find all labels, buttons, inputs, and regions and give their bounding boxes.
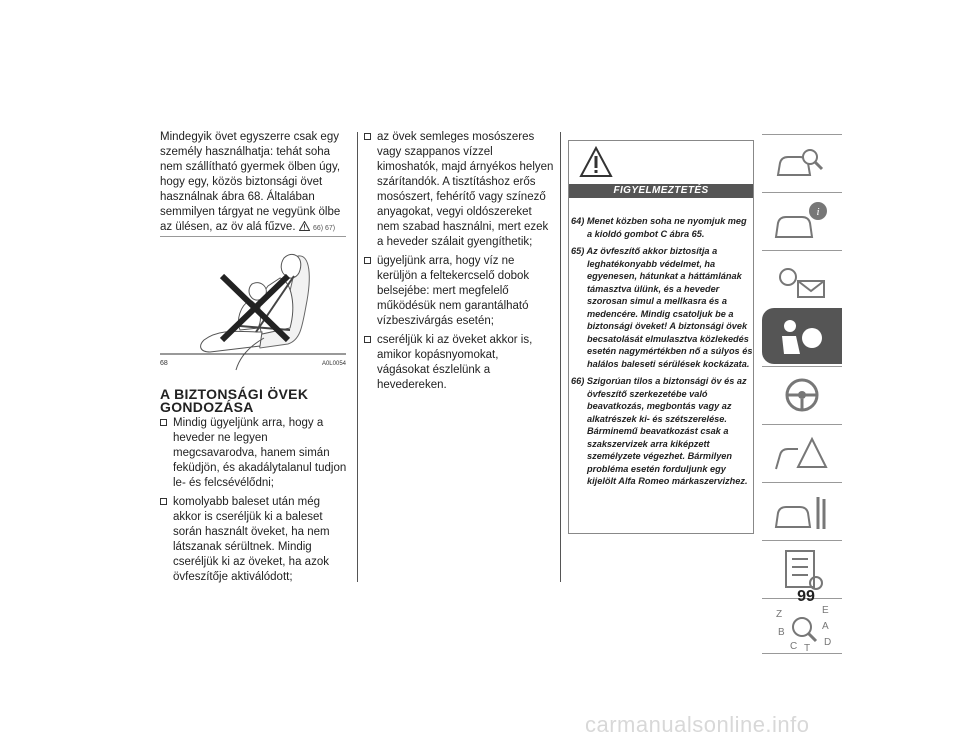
steering-wheel-icon (762, 367, 842, 423)
care-list-col2 (364, 130, 554, 397)
checkbox-bullet-icon (364, 133, 371, 140)
intro-paragraph: Mindegyik övet egyszerre csak egy személy használhatja: tehát soha nem szállítható gyermek ölben úgy, hogy egy, közös biztonsági övet használnak ábra 68. Általában semmilyen tárgyat ne vegyünk ölbe az ülésen, az öv alá fűzve. (160, 131, 341, 233)
list-item: komolyabb baleset után még akkor is cseréljük ki a baleset során használt öveket, ha nem látszanak sérültnek. Mindig cseréljük ki az öveket, ha azok övfeszítője aktiválódott; (160, 495, 350, 585)
seatbelt-illustration (160, 236, 346, 374)
column-divider (357, 132, 358, 582)
section-title: A BIZTONSÁGI ÖVEK GONDOZÁSA (160, 386, 309, 415)
warning-item: 66) Szigorúan tilos a biztonsági öv és az övfeszítő szerkezetébe való beavatkozás, megbontás vagy az alkatrészek ki- és szétszerelése. Bárminemű beavatkozást csak a szakszervizek arra kiképzett személyzete végezhet. Bármilyen probléma esetén forduljunk egy kijelölt Alfa Romeo márkaszervizhez. (571, 376, 748, 486)
warning-box (568, 140, 754, 534)
warning-title: FIGYELMEZTETÉS (569, 184, 753, 198)
svg-text:A: A (822, 621, 829, 632)
tab-maintenance[interactable] (762, 482, 842, 538)
car-tools-icon (762, 483, 842, 539)
list-item: ügyeljünk arra, hogy víz ne kerüljön a feltekercselő dobok belsejébe: mert megfelelő működésük nem garantálható vízbeszivárgás esetén; (364, 254, 554, 329)
tab-car-info[interactable] (762, 192, 842, 248)
tab-driving[interactable] (762, 366, 842, 422)
svg-text:C: C (790, 641, 798, 652)
warning-refs: 66) 67) (312, 225, 336, 232)
list-item: cseréljük ki az öveket akkor is, amikor kopásnyomokat, vágásokat észlelünk a hevedereken. (364, 333, 554, 393)
column-divider (560, 132, 561, 582)
svg-text:D: D (824, 637, 832, 648)
list-item: az övek semleges mosószeres vagy szappanos vízzel kimoshatók, majd árnyékos helyen szárítandók. A tisztításhoz erős mosószert, fehérítő vagy színező anyagokat, vegyi oldószereket nem szabad használni, mert ezek a heveder szálait gyengíthetik; (364, 130, 554, 250)
checkbox-bullet-icon (160, 498, 167, 505)
car-info-icon (762, 193, 842, 249)
index-letters-icon (762, 599, 842, 655)
figure-code: A0L0054 (321, 361, 346, 367)
airbag-person-icon (762, 308, 842, 364)
list-item: Mindig ügyeljünk arra, hogy a heveder ne legyen megcsavarodva, hanem simán feküdjön, és akadálytalanul tudjon le- és felcsévélődni; (160, 416, 350, 491)
svg-text:i: i (816, 206, 820, 218)
tab-index[interactable] (762, 598, 842, 654)
tab-emergency[interactable] (762, 424, 842, 480)
figure-number: 68 (160, 360, 168, 367)
warning-triangle-icon (299, 221, 310, 231)
checkbox-bullet-icon (364, 257, 371, 264)
warning-item: 65) Az övfeszítő akkor biztosítja a leghatékonyabb védelmet, ha egyenesen, hátunkat a háttámlának támasztva ülünk, és a heveder szorosan simul a mellkasra és a medencére. Mindig csatoljuk be a biztonsági öveket! A biztonsági övek becsatolását elmulasztva közlekedés esetén nagymértékben nő a súlyos és halálos baleseti sérülések kockázata. (571, 246, 753, 369)
intro-column (160, 130, 350, 236)
checkbox-bullet-icon (364, 336, 371, 343)
svg-text:Z: Z (776, 609, 783, 620)
warning-items (569, 215, 753, 488)
page-number: 99 (797, 588, 815, 605)
tab-safety[interactable] (762, 308, 842, 364)
car-search-icon (762, 135, 842, 191)
figure-seatbelt-child (160, 236, 346, 374)
watermark: carmanualsonline.info (585, 712, 810, 737)
svg-text:T: T (804, 643, 811, 654)
warning-road-icon (762, 425, 842, 481)
warning-item: 64) Menet közben soha ne nyomjuk meg a kioldó gombot C ábra 65. (571, 216, 747, 239)
warning-triangle-icon (579, 146, 613, 178)
svg-text:B: B (778, 627, 785, 638)
light-mail-icon (762, 251, 842, 307)
checkbox-bullet-icon (160, 419, 167, 426)
care-list-col1 (160, 416, 350, 589)
tab-car-search[interactable] (762, 134, 842, 190)
svg-text:E: E (822, 605, 829, 616)
tab-lights-messages[interactable] (762, 250, 842, 306)
